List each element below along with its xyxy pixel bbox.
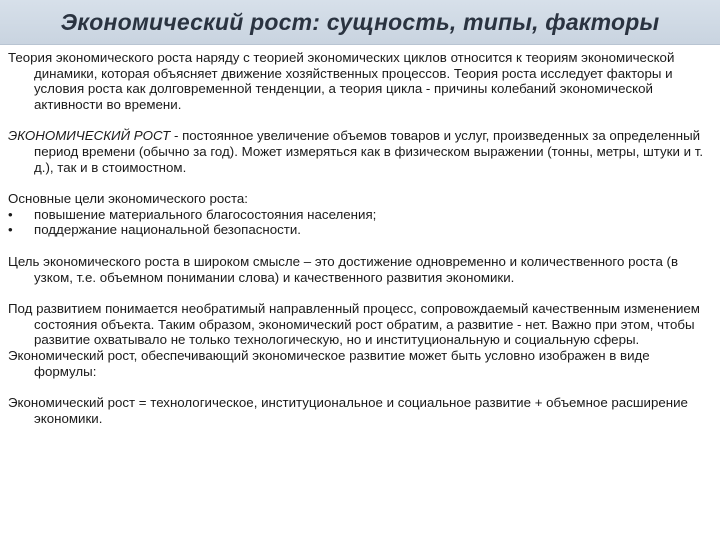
goal-item-text: повышение материального благосостояния населения; (34, 206, 377, 222)
paragraph-formula: Экономический рост = технологическое, институциональное и социальное развитие + объемное расширение экономики. (8, 395, 688, 426)
goal-item-text: поддержание национальной безопасности. (34, 222, 301, 238)
bullet-icon: • (8, 206, 13, 222)
paragraph-growth-theory: Теория экономического роста наряду с теорией экономических циклов относится к теориям экономической динамики, которая объясняет движение хозяйственных процессов. Теория роста исследует факторы и условия роста как долговременной тенденции, а теория цикла - причины колебаний экономической активности во времени. (8, 50, 675, 112)
bullet-icon: • (8, 222, 13, 238)
slide-title-bar (0, 0, 720, 45)
definition-text: - постоянное увеличение объемов товаров и услуг, произведенных за определенный период времени (обычно за год). Может измеряться как в физическом выражении (тонны, метры, штуки и т. д.), так и в стоимостном. (34, 128, 704, 175)
slide-content (8, 50, 714, 426)
goal-item (8, 222, 714, 238)
paragraph-formula-intro: Экономический рост, обеспечивающий экономическое развитие может быть условно изображен в виде формулы: (8, 347, 650, 379)
goals-block (8, 191, 714, 238)
paragraph-definition (8, 128, 714, 175)
goals-heading: Основные цели экономического роста: (8, 191, 248, 207)
definition-term: ЭКОНОМИЧЕСКИЙ РОСТ (8, 128, 171, 144)
paragraph-growth-goal: Цель экономического роста в широком смысле – это достижение одновременно и количественного роста (в узком, т.е. объемном понимании слова) и качественного развития экономики. (8, 253, 679, 285)
paragraph-development: Под развитием понимается необратимый направленный процесс, сопровождаемый качественным изменением состояния объекта. Таким образом, экономический рост обратим, а развитие - нет. Важно при этом, чтобы развитие охватывало не только технологическую, но и институциональную и социальную сферы. (8, 301, 700, 348)
slide-title: Экономический рост: сущность, типы, факторы (60, 8, 660, 35)
goal-item (8, 207, 714, 223)
